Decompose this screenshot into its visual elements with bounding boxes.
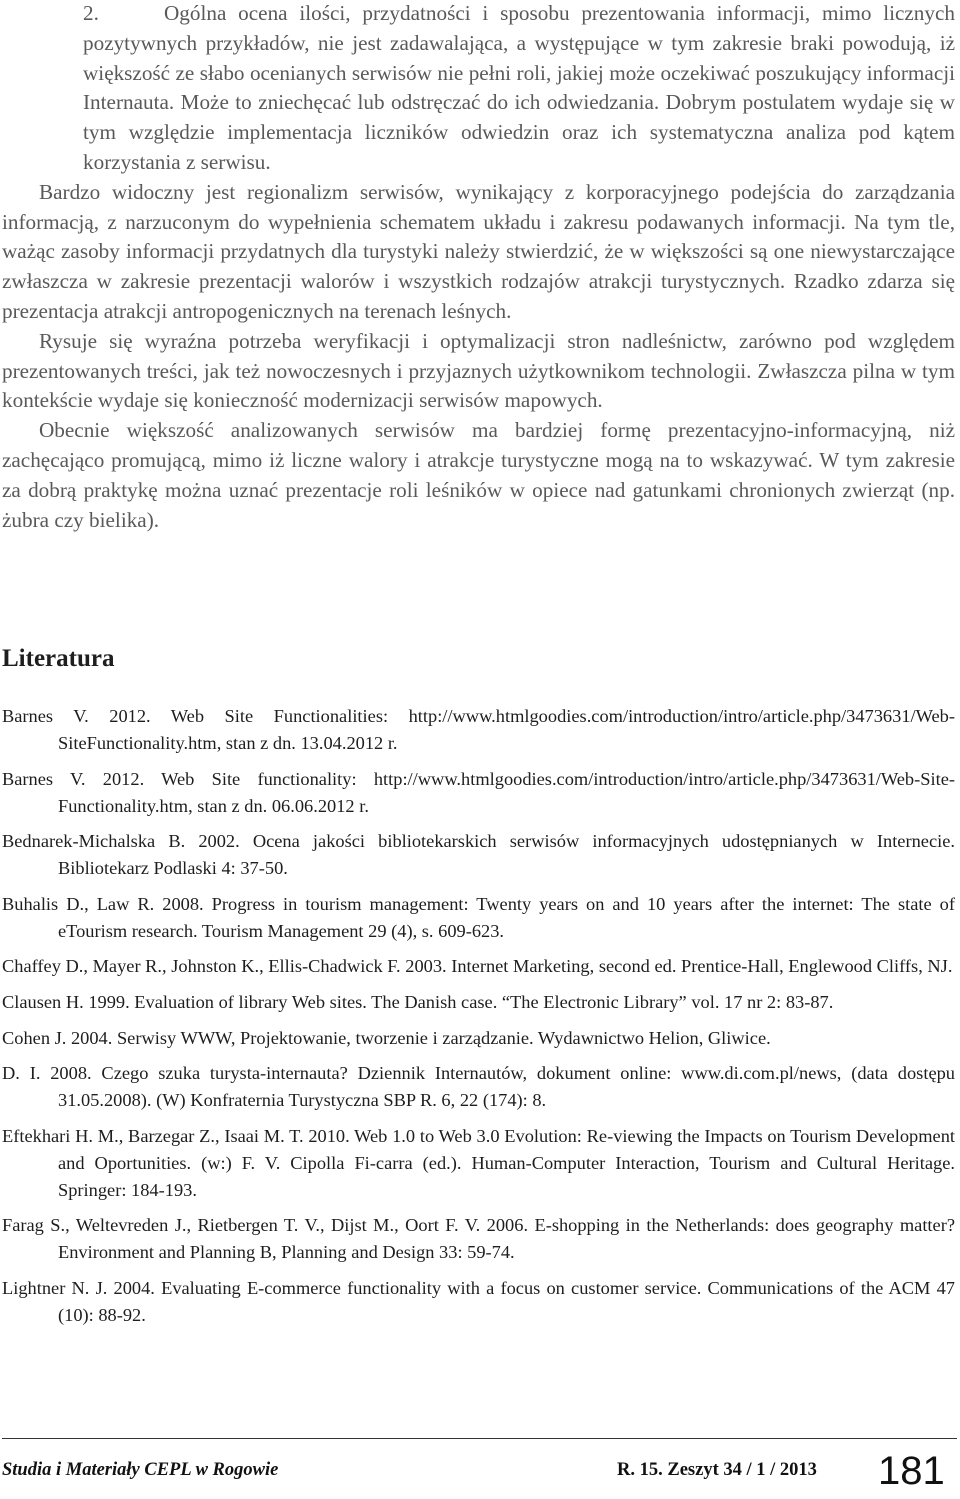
reference-item: Barnes V. 2012. Web Site functionality: http://www.htmlgoodies.com/introduction/intro/article.php/3473631/Web-Site-Functionality.htm, stan z dn. 06.06.2012 r. [2, 768, 955, 816]
footer-journal-title: Studia i Materiały CEPL w Rogowie [2, 1460, 279, 1480]
reference-item: Farag S., Weltevreden J., Rietbergen T. V., Dijst M., Oort F. V. 2006. E-shopping in the Netherlands: does geography matter? Environment and Planning B, Planning and Design 33: 59-74. [2, 1215, 955, 1263]
summary-paragraph-2: Bardzo widoczny jest regionalizm serwisów, wynikający z korporacyjnego podejścia do zarządzania informacją, z narzuconym do wypełnienia schematem układu i zakresu podawanych informacji. Na tym tle, ważąc zasoby informacji przydatnych dla turystyki należy stwierdzić, że w większości są one niewystarczające zwłaszcza w zakresie prezentacji walorów i wszystkich rodzajów atrakcji turystycznych. Rzadko zdarza się prezentacja atrakcji antropogenicznych na terenach leśnych. [2, 179, 955, 323]
summary-paragraph-4: Obecnie większość analizowanych serwisów ma bardziej formę prezentacyjno-informacyjną, niż zachęcająco promującą, mimo iż liczne walory i atrakcje turystyczne mogą na to wskazywać. W tym zakresie za dobrą praktykę można uznać prezentacje roli leśników w opiece nad gatunkami chronionych zwierząt (np. żubra czy bielika). [2, 418, 955, 532]
summary-section [2, 0, 955, 535]
reference-item: Clausen H. 1999. Evaluation of library Web sites. The Danish case. “The Electronic Library” vol. 17 nr 2: 83-87. [2, 991, 834, 1012]
footer-divider [2, 1438, 957, 1439]
reference-item: Cohen J. 2004. Serwisy WWW, Projektowanie, tworzenie i zarządzanie. Wydawnictwo Helion, Gliwice. [2, 1027, 771, 1048]
list-item-number: 2. [83, 1, 99, 25]
reference-item: Buhalis D., Law R. 2008. Progress in tourism management: Twenty years on and 10 years after the internet: The state of eTourism research. Tourism Management 29 (4), s. 609-623. [2, 893, 955, 941]
reference-item: Bednarek-Michalska B. 2002. Ocena jakości bibliotekarskich serwisów informacyjnych udostępnianych w Internecie. Bibliotekarz Podlaski 4: 37-50. [2, 831, 955, 879]
literature-heading: Literatura [2, 645, 115, 672]
reference-item: Chaffey D., Mayer R., Johnston K., Ellis-Chadwick F. 2003. Internet Marketing, second ed. Prentice-Hall, Englewood Cliffs, NJ. [2, 956, 953, 977]
reference-list [2, 703, 955, 1338]
summary-paragraph-1 [2, 0, 955, 178]
reference-item: D. I. 2008. Czego szuka turysta-internauta? Dziennik Internautów, dokument online: www.di.com.pl/news, (data dostępu 31.05.2008). (W) Konfraternia Turystyczna SBP R. 6, 22 (174): 8. [2, 1063, 955, 1111]
reference-item: Eftekhari H. M., Barzegar Z., Isaai M. T. 2010. Web 1.0 to Web 3.0 Evolution: Re-viewing the Impacts on Tourism Development and Oportunities. (w:) F. V. Cipolla Fi-carra (ed.). Human-Computer Interaction, Tourism and Cultural Heritage. Springer: 184-193. [2, 1125, 955, 1200]
summary-paragraph-3: Rysuje się wyraźna potrzeba weryfikacji i optymalizacji stron nadleśnictw, zarówno pod względem prezentowanych treści, jak też nowoczesnych i przyjaznych użytkownikom technologii. Zwłaszcza pilna w tym kontekście wydaje się konieczność modernizacji serwisów mapowych. [2, 328, 955, 413]
footer-issue: R. 15. Zeszyt 34 / 1 / 2013 [617, 1460, 817, 1480]
page-number: 181 [878, 1449, 945, 1493]
paragraph-text: Ogólna ocena ilości, przydatności i sposobu prezentowania informacji, mimo licznych pozytywnych przykładów, nie jest zadawalająca, a występujące w tym zakresie braki powodują, iż większość ze słabo ocenianych serwisów nie pełni roli, jakiej może oczekiwać poszukujący informacji Internauta. Może to zniechęcać lub odstręczać do ich odwiedzania. Dobrym postulatem wydaje się w tym względzie implementacja liczników odwiedzin oraz ich systematyczna analiza pod kątem korzystania z serwisu. [83, 1, 955, 174]
reference-item: Barnes V. 2012. Web Site Functionalities: http://www.htmlgoodies.com/introduction/intro/article.php/3473631/Web-SiteFunctionality.htm, stan z dn. 13.04.2012 r. [2, 706, 955, 753]
reference-item: Lightner N. J. 2004. Evaluating E-commerce functionality with a focus on customer service. Communications of the ACM 47 (10): 88-92. [2, 1277, 955, 1325]
